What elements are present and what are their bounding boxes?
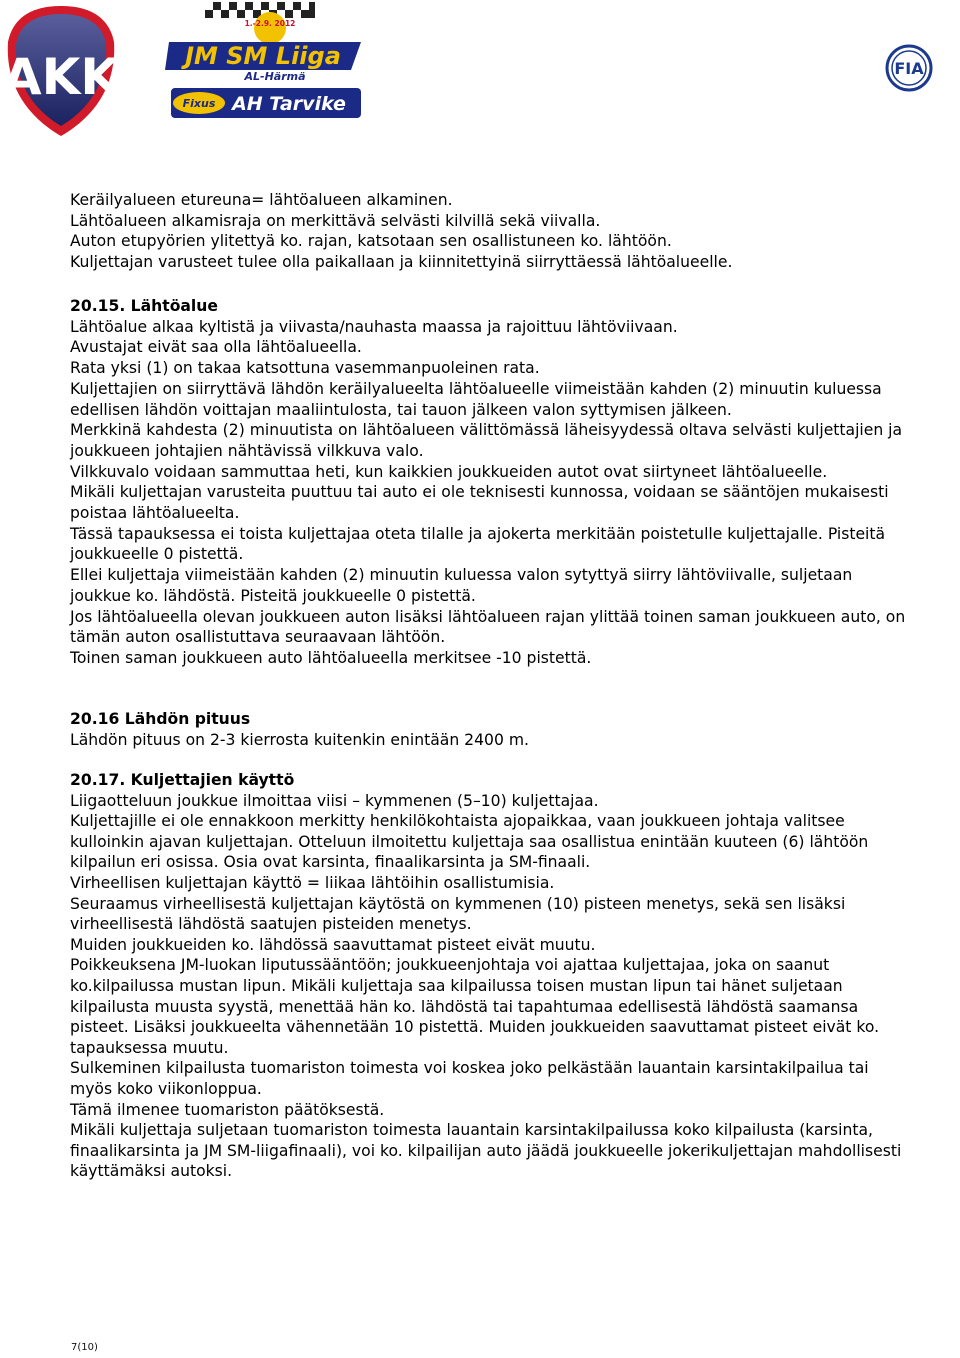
paragraph: Rata yksi (1) on takaa katsottuna vasemmanpuoleinen rata. [70, 359, 540, 378]
paragraph: Sulkeminen kilpailusta tuomariston toimesta voi koskea joko pelkästään lauantain karsintakilpailua tai myös koko viikonloppua. [70, 1059, 869, 1098]
paragraph: Mikäli kuljettajan varusteita puuttuu tai auto ei ole teknisesti kunnossa, voidaan se sääntöjen mukaisesti poistaa lähtöalueelta. [70, 483, 889, 523]
paragraph: Kuljettajille ei ole ennakkoon merkitty henkilökohtaista ajopaikkaa, vaan joukkueen johtaja valitsee kulloinkin ajavan kuljettajan. Otteluun ilmoitettu kuljettaja saa osallistua enintään kuuteen (6) lähtöön kilpailun eri osissa. Osia ovat karsinta, finaalikarsinta ja SM-finaali. [70, 812, 869, 872]
jm-sm-liiga-logo [165, 2, 365, 120]
jm-logo-location: AL-Härmä [244, 70, 306, 83]
page-number: 7(10) [71, 1342, 98, 1353]
paragraph: Lähtöalue alkaa kyltistä ja viivasta/nauhasta maassa ja rajoittuu lähtöviivaan. [70, 317, 678, 336]
jm-logo-title: JM SM Liiga [185, 42, 341, 70]
sponsor-name: AH Tarvike [232, 93, 346, 115]
paragraph: Vilkkuvalo voidaan sammuttaa heti, kun kaikkien joukkueiden autot ovat siirtyneet lähtöalueelle. [70, 462, 828, 481]
paragraph: Kuljettajien on siirryttävä lähdön keräilyalueelta lähtöalueelle viimeistään kahden (2) minuutin kuluessa edellisen lähdön voittajan maaliintulosta, tai tauon jälkeen valon syttymisen jälkeen. [70, 379, 882, 419]
section-20-16 [70, 709, 910, 750]
intro-line: Auton etupyörien ylitettyä ko. rajan, katsotaan sen osallistuneen ko. lähtöön. [70, 232, 672, 251]
paragraph: Merkkinä kahdesta (2) minuutista on lähtöalueen välittömässä läheisyydessä oltava selvästi kuljettajien ja joukkueen johtajien nähtävissä vilkkuva valo. [70, 421, 903, 460]
paragraph: Liigaotteluun joukkue ilmoittaa viisi – kymmenen (5–10) kuljettajaa. [70, 791, 599, 810]
paragraph: Muiden joukkueiden ko. lähdössä saavuttamat pisteet eivät muutu. [70, 935, 596, 954]
paragraph: Seuraamus virheellisestä kuljettajan käytöstä on kymmenen (10) pisteen menetys, sekä sen lisäksi virheellisestä lähdöstä saatujen pisteiden menetys. [70, 894, 846, 934]
section-20-15 [70, 296, 910, 669]
fia-logo [878, 44, 940, 92]
paragraph: Virheellisen kuljettajan käyttö = liikaa lähtöihin osallistumisia. [70, 873, 555, 892]
paragraph: Tässä tapauksessa ei toista kuljettajaa oteta tilalle ja ajokerta merkitään poistetulle kuljettajalle. Pisteitä joukkueelle 0 pistettä. [70, 524, 886, 564]
intro-block [70, 190, 900, 272]
paragraph: Poikkeuksena JM-luokan liputussääntöön; joukkueenjohtaja voi ajattaa kuljettajaa, joka on saanut ko.kilpailussa mustan lipun. Mikäli kuljettaja saa kilpailussa toisen mustan lipun tai hänet suljetaan kilpailusta muusta syystä, menettää hän ko. lähdöstä tai tapahtumaa edellisestä lähdöstä saamansa pisteet. Lisäksi joukkueelta vähennetään 10 pistettä. Muiden joukkueiden saavuttamat pisteet eivät ko. tapauksessa muutu. [70, 956, 880, 1057]
paragraph: Lähdön pituus on 2-3 kierrosta kuitenkin enintään 2400 m. [70, 730, 529, 749]
section-heading: 20.16 Lähdön pituus [70, 710, 251, 728]
intro-line: Keräilyalueen etureuna= lähtöalueen alkaminen. [70, 191, 453, 209]
section-heading: 20.15. Lähtöalue [70, 297, 218, 315]
paragraph: Mikäli kuljettaja suljetaan tuomariston toimesta lauantain karsintakilpailussa koko kilpailusta (karsinta, finaalikarsinta ja JM SM-liigafinaali), voi ko. kilpailijan auto jäädä joukkueelle jokerikuljettajan mahdollisesti käyttämäksi autoksi. [70, 1121, 902, 1181]
paragraph: Ellei kuljettaja viimeistään kahden (2) minuutin kuluessa valon sytyttyä siirry lähtöviivalle, suljetaan joukkue ko. lähdöstä. Pisteitä joukkueelle 0 pistettä. [70, 566, 853, 605]
akk-logo-text: AKK [2, 48, 120, 106]
fia-logo-text: FIA [894, 59, 924, 78]
section-heading: 20.17. Kuljettajien käyttö [70, 771, 295, 789]
paragraph: Avustajat eivät saa olla lähtöalueella. [70, 338, 362, 357]
sponsor-brand: Fixus [182, 97, 216, 110]
akk-logo [2, 2, 120, 140]
intro-line: Kuljettajan varusteet tulee olla paikallaan ja kiinnitettyinä siirryttäessä lähtöalueelle. [70, 252, 733, 271]
section-20-17 [70, 770, 910, 1182]
intro-line: Lähtöalueen alkamisraja on merkittävä selvästi kilvillä sekä viivalla. [70, 211, 601, 230]
paragraph: Tämä ilmenee tuomariston päätöksestä. [70, 1100, 385, 1119]
paragraph: Jos lähtöalueella olevan joukkueen auton lisäksi lähtöalueen rajan ylittää toinen saman joukkueen auto, on tämän auton osallistuttava seuraavaan lähtöön. [70, 607, 906, 647]
jm-logo-date: 1.-2.9. 2012 [244, 19, 296, 28]
paragraph: Toinen saman joukkueen auto lähtöalueella merkitsee -10 pistettä. [70, 648, 592, 667]
